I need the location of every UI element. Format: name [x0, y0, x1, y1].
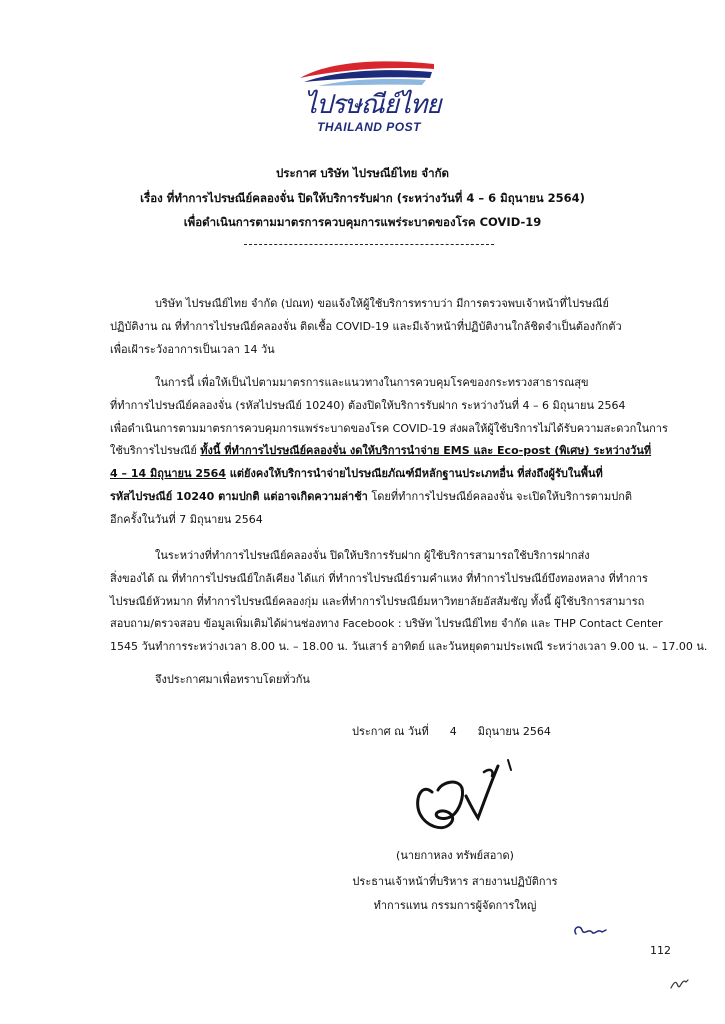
- paragraph-line: [110, 463, 670, 486]
- logo-thai-text: ไปรษณีย์ไทย: [304, 90, 441, 120]
- announcement-title: ประกาศ บริษัท ไปรษณีย์ไทย จำกัด: [276, 166, 449, 180]
- paragraph-2: [110, 372, 670, 532]
- paragraph-line: ปฏิบัติงาน ณ ที่ทำการไปรษณีย์คลองจั่น ติดเชื้อ COVID-19 และมีเจ้าหน้าที่ปฏิบัติงานใกล้ชิดจำเป็นต้องกักตัว: [110, 319, 622, 333]
- date-month-year: มิถุนายน 2564: [477, 725, 551, 738]
- paragraph-line: ในการนี้ เพื่อให้เป็นไปตามมาตรการและแนวทางในการควบคุมโรคของกระทรวงสาธารณสุข: [155, 376, 589, 389]
- paragraph-line: ไปรษณีย์หัวหมาก ที่ทำการไปรษณีย์คลองกุ่ม และที่ทำการไปรษณีย์มหาวิทยาลัยอัสสัมชัญ ทั้งนี้ ผู้ใช้บริการสามารถ: [110, 594, 645, 608]
- signer-acting-role: ทำการแทน กรรมการผู้จัดการใหญ่: [373, 899, 537, 912]
- thailand-post-logo: [298, 56, 441, 136]
- divider-line: [244, 244, 494, 245]
- paragraph-line: 1545 วันทำการระหว่างเวลา 8.00 น. – 18.00 น. วันเสาร์ อาทิตย์ และวันหยุดตามประเพณี ระหว่างเวลา 9.00 น. – 17.00 น.: [110, 640, 708, 654]
- paragraph-text: ใช้บริการไปรษณีย์: [110, 444, 201, 458]
- signer-position: ประธานเจ้าหน้าที่บริหาร สายงานปฏิบัติการ: [352, 875, 558, 888]
- bold-text: รหัสไปรษณีย์ 10240 ตามปกติ แต่อาจเกิดความล่าช้า: [110, 489, 368, 503]
- announcement-subject: เรื่อง ที่ทำการไปรษณีย์คลองจั่น ปิดให้บริการรับฝาก (ระหว่างวันที่ 4 – 6 มิถุนายน 2564): [140, 191, 585, 205]
- handwritten-signature: [412, 752, 522, 842]
- paragraph-line: ในระหว่างที่ทำการไปรษณีย์คลองจั่น ปิดให้บริการรับฝาก ผู้ใช้บริการสามารถใช้บริการฝากส่ง: [155, 549, 590, 562]
- initial-mark: [570, 920, 610, 940]
- highlight-text: 4 – 14 มิถุนายน 2564: [110, 467, 226, 481]
- announcement-purpose: เพื่อดำเนินการตามมาตรการควบคุมการแพร่ระบาดของโรค COVID-19: [183, 215, 542, 229]
- announcement-date: [352, 722, 551, 740]
- paragraph-line: อีกครั้งในวันที่ 7 มิถุนายน 2564: [110, 512, 263, 526]
- paragraph-line: เพื่อเฝ้าระวังอาการเป็นเวลา 14 วัน: [110, 342, 275, 356]
- paragraph-1: [110, 293, 670, 361]
- paragraph-line: สอบถาม/ตรวจสอบ ข้อมูลเพิ่มเติมได้ผ่านช่องทาง Facebook : บริษัท ไปรษณีย์ไทย จำกัด และ THP Contact Center: [110, 617, 663, 631]
- paragraph-line: จึงประกาศมาเพื่อทราบโดยทั่วกัน: [155, 673, 310, 686]
- paragraph-text: โดยที่ทำการไปรษณีย์คลองจั่น จะเปิดให้บริการตามปกติ: [367, 489, 633, 503]
- paragraph-line: [110, 440, 670, 463]
- bold-text: แต่ยังคงให้บริการนำจ่ายไปรษณียภัณฑ์มีหลักฐานประเภทอื่น ที่ส่งถึงผู้รับในพื้นที่: [225, 467, 603, 481]
- paragraph-line: สิ่งของได้ ณ ที่ทำการไปรษณีย์ใกล้เคียง ได้แก่ ที่ทำการไปรษณีย์รามคำแหง ที่ทำการไปรษณีย์บึงทองหลาง ที่ทำการ: [110, 571, 648, 585]
- paragraph-line: บริษัท ไปรษณีย์ไทย จำกัด (ปณท) ขอแจ้งให้ผู้ใช้บริการทราบว่า มีการตรวจพบเจ้าหน้าที่ไปรษณีย์: [155, 297, 609, 310]
- page-number: 112: [650, 944, 671, 957]
- highlight-text: ทั้งนี้ ที่ทำการไปรษณีย์คลองจั่น งดให้บริการนำจ่าย EMS และ Eco-post (พิเศษ) ระหว่างวันที่: [200, 444, 652, 458]
- signer-name: (นายกาหลง ทรัพย์สอาด): [396, 849, 514, 862]
- logo-english-text: THAILAND POST: [317, 120, 421, 134]
- paragraph-3: [110, 545, 708, 659]
- paragraph-line: [110, 486, 670, 509]
- paragraph-line: ที่ทำการไปรษณีย์คลองจั่น (รหัสไปรษณีย์ 10240) ต้องปิดให้บริการรับฝาก ระหว่างวันที่ 4 – 6 มิถุนายน 2564: [110, 398, 626, 412]
- paragraph-4: [110, 669, 670, 692]
- date-label: ประกาศ ณ วันที่: [352, 725, 429, 738]
- initial-mark-small: [668, 972, 690, 994]
- date-day: 4: [449, 725, 457, 738]
- paragraph-line: เพื่อดำเนินการตามมาตรการควบคุมการแพร่ระบาดของโรค COVID-19 ส่งผลให้ผู้ใช้บริการไม่ได้รับความสะดวกในการ: [110, 421, 668, 435]
